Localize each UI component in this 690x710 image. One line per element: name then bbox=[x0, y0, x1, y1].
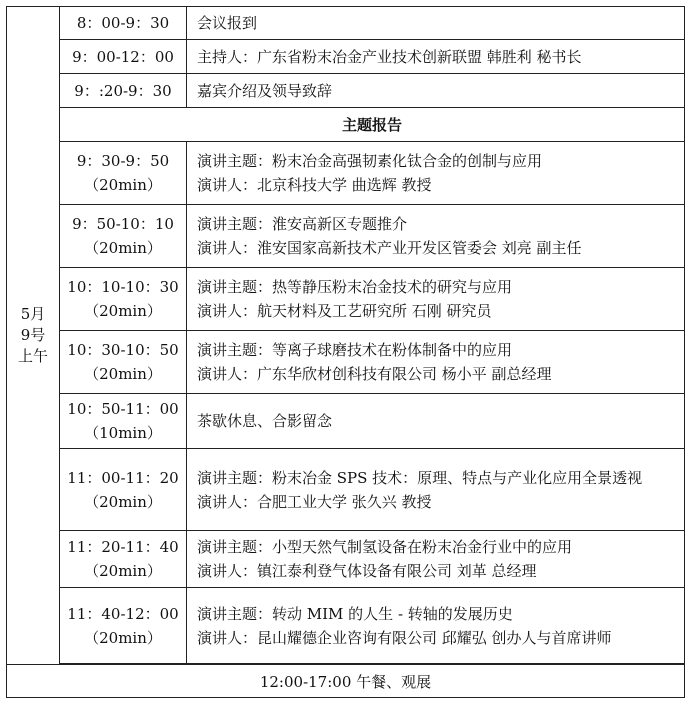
table-row bbox=[7, 394, 685, 449]
talk-topic: 演讲主题：粉末冶金高强韧素化钛合金的创制与应用 bbox=[197, 152, 543, 170]
table-row bbox=[7, 665, 685, 698]
time-cell: 9：:20-9：30 bbox=[60, 74, 187, 108]
talk-speaker: 演讲人：镇江泰利登气体设备有限公司 刘革 总经理 bbox=[197, 562, 537, 580]
content-cell bbox=[187, 531, 685, 588]
talk-topic: 演讲主题：粉末冶金 SPS 技术：原理、特点与产业化应用全景透视 bbox=[197, 468, 643, 487]
content-cell bbox=[187, 142, 685, 205]
time-cell: 9：30-9：50 （20min） bbox=[60, 142, 187, 205]
talk-speaker: 演讲人：淮安国家高新技术产业开发区管委会 刘亮 副主任 bbox=[197, 239, 582, 257]
talk-topic: 演讲主题：转动 MIM 的人生 - 转轴的发展历史 bbox=[197, 604, 513, 623]
table-row bbox=[7, 142, 685, 205]
content-cell bbox=[187, 394, 685, 449]
talk-speaker: 演讲人：昆山耀德企业咨询有限公司 邱耀弘 创办人与首席讲师 bbox=[197, 628, 612, 647]
talk-speaker: 演讲人：广东华欣材创科技有限公司 杨小平 副总经理 bbox=[197, 365, 552, 383]
content-line: 会议报到 bbox=[197, 14, 258, 32]
table-row bbox=[7, 449, 685, 531]
table-row bbox=[7, 7, 685, 40]
table-row bbox=[7, 40, 685, 74]
content-line: 茶歇休息、合影留念 bbox=[197, 412, 333, 430]
table-row bbox=[7, 108, 685, 142]
talk-speaker: 演讲人：北京科技大学 曲选辉 教授 bbox=[197, 176, 432, 194]
content-cell bbox=[187, 7, 685, 40]
content-cell bbox=[187, 449, 685, 531]
content-cell bbox=[187, 268, 685, 331]
time-cell: 10：50-11：00 （10min） bbox=[60, 394, 187, 449]
content-line: 嘉宾介绍及领导致辞 bbox=[197, 81, 333, 100]
section-title: 主题报告 bbox=[60, 108, 685, 142]
time-cell: 11：40-12：00 （20min） bbox=[60, 588, 187, 664]
content-line: 主持人：广东省粉末冶金产业技术创新联盟 韩胜利 秘书长 bbox=[197, 47, 582, 66]
talk-topic: 演讲主题：淮安高新区专题推介 bbox=[197, 215, 408, 233]
talk-topic: 演讲主题：热等静压粉末冶金技术的研究与应用 bbox=[197, 278, 513, 296]
time-cell: 9：00-12：00 bbox=[60, 40, 187, 74]
table-row bbox=[7, 268, 685, 331]
time-cell: 8：00-9：30 bbox=[60, 7, 187, 40]
table-row bbox=[7, 531, 685, 588]
talk-speaker: 演讲人：合肥工业大学 张久兴 教授 bbox=[197, 492, 432, 511]
time-cell: 9：50-10：10 （20min） bbox=[60, 205, 187, 268]
time-cell: 10：30-10：50 （20min） bbox=[60, 331, 187, 394]
time-cell: 11：20-11：40 （20min） bbox=[60, 531, 187, 588]
table-row bbox=[7, 205, 685, 268]
content-cell bbox=[187, 40, 685, 74]
footer-cell: 12:00-17:00 午餐、观展 bbox=[7, 665, 685, 698]
content-cell bbox=[187, 588, 685, 664]
time-cell: 11：00-11：20 （20min） bbox=[60, 449, 187, 531]
table-row bbox=[7, 331, 685, 394]
content-cell bbox=[187, 205, 685, 268]
table-row bbox=[7, 74, 685, 108]
talk-topic: 演讲主题：等离子球磨技术在粉体制备中的应用 bbox=[197, 341, 513, 359]
talk-topic: 演讲主题：小型天然气制氢设备在粉末冶金行业中的应用 bbox=[197, 538, 573, 556]
date-label: 5月 9号 上午 bbox=[17, 305, 48, 365]
talk-speaker: 演讲人：航天材料及工艺研究所 石刚 研究员 bbox=[197, 302, 492, 320]
time-cell: 10：10-10：30 （20min） bbox=[60, 268, 187, 331]
table-row bbox=[7, 588, 685, 664]
content-cell bbox=[187, 74, 685, 108]
content-cell bbox=[187, 331, 685, 394]
schedule-table bbox=[6, 6, 685, 698]
date-cell bbox=[7, 7, 60, 665]
